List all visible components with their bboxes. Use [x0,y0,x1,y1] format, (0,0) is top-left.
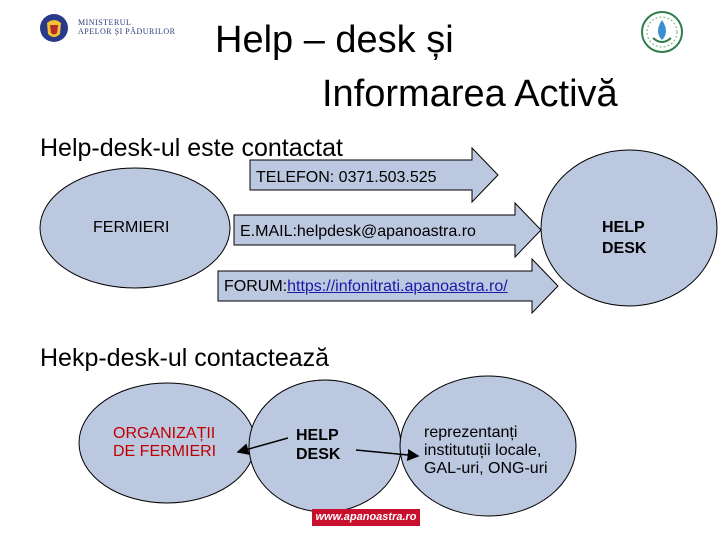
reps-line1: reprezentanți [424,424,518,441]
footer-website-logo: www.apanoastra.ro [312,509,420,526]
helpdesk-label-1 [602,217,646,259]
forum-prefix: FORUM: [224,278,288,295]
helpdesk-2-line1: HELP [296,427,339,444]
orgs-line2: DE FERMIERI [113,443,217,460]
phone-label: TELEFON: 0371.503.525 [256,169,437,186]
section1-heading: Help-desk-ul este contactat [40,134,343,162]
forum-link[interactable]: https://infonitrati.apanoastra.ro/ [287,278,508,295]
section2-heading: Hekp-desk-ul contactează [40,344,330,372]
reps-line3: GAL-uri, ONG-uri [424,460,548,477]
helpdesk-1-line2: DESK [602,240,647,257]
reps-line2: institutuții locale, [424,442,542,459]
helpdesk-1-line1: HELP [602,219,645,236]
title-line-2: Informarea Activă [322,73,618,115]
ministry-name: MINISTERUL APELOR ȘI PĂDURILOR [78,18,176,36]
reps-label [424,424,548,478]
farmers-label: FERMIERI [93,219,170,236]
orgs-label [113,425,216,461]
email-label: E.MAIL:helpdesk@apanoastra.ro [240,223,476,240]
title-line-1: Help – desk și [215,19,454,61]
helpdesk-label-2 [296,426,340,464]
forum-label [224,277,508,296]
orgs-line1: ORGANIZAȚII [113,425,216,442]
helpdesk-2-line2: DESK [296,446,341,463]
